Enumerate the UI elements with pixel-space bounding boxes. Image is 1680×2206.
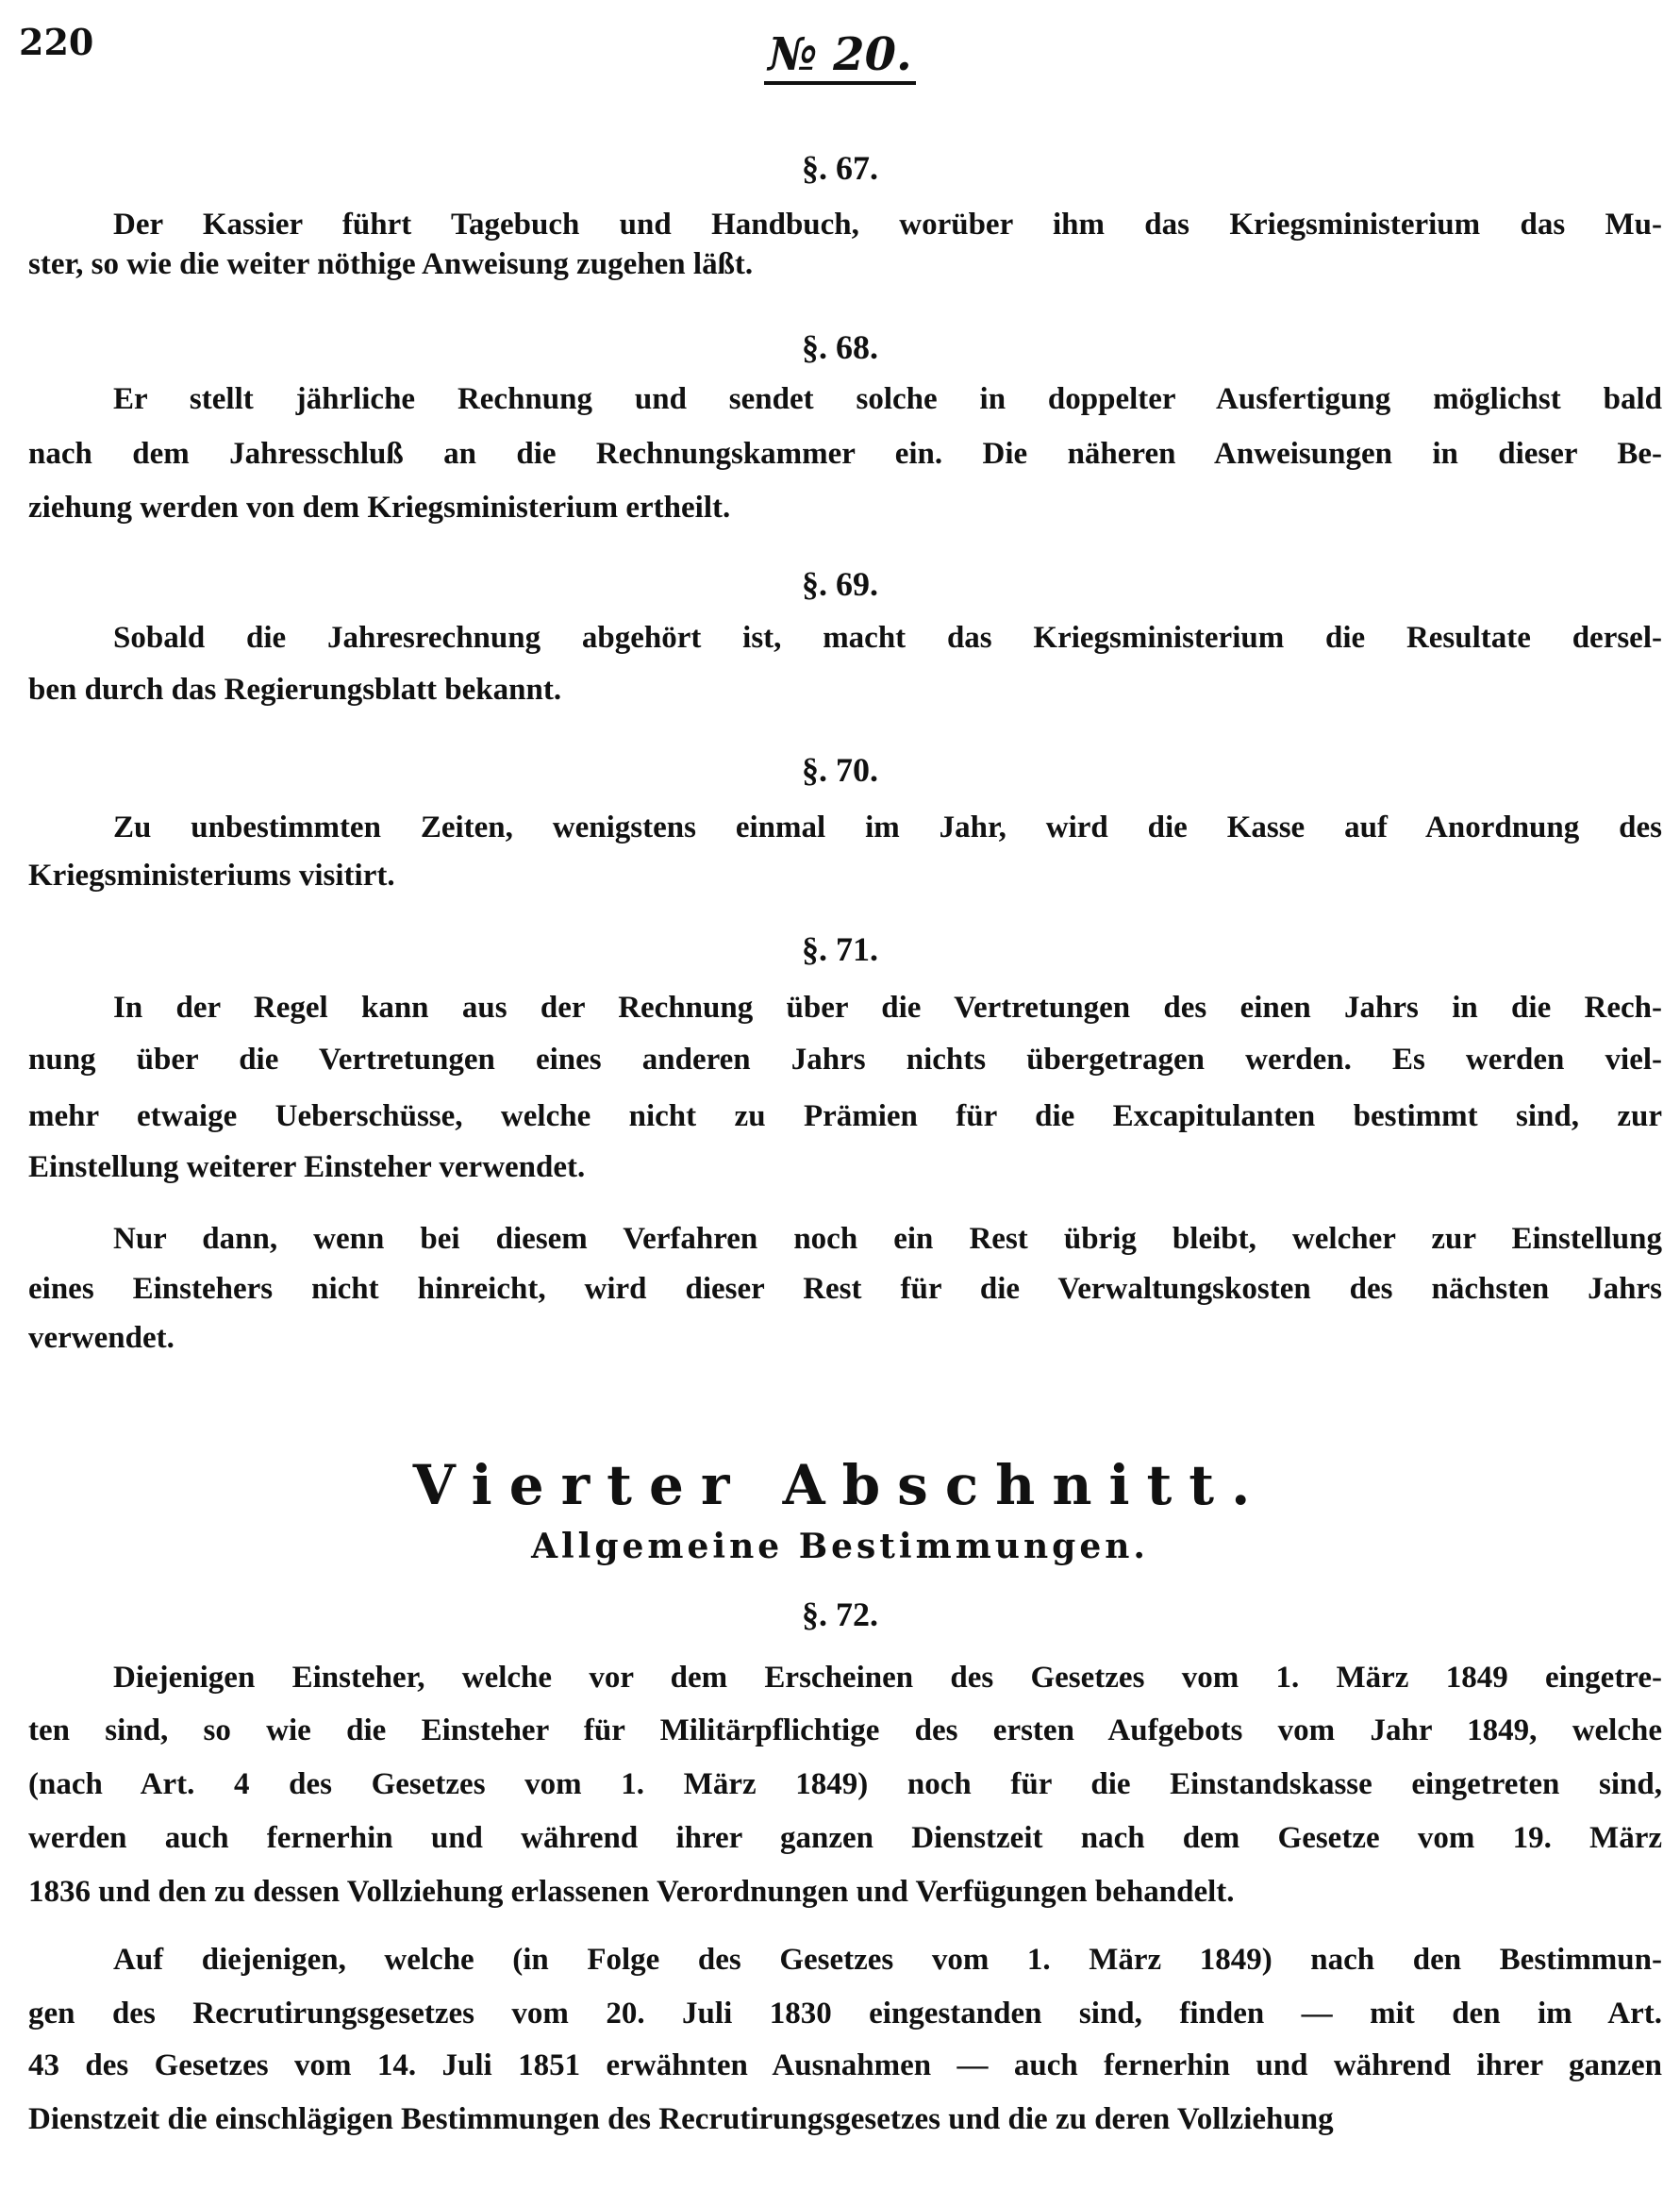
text-line: Nur dann, wenn bei diesem Verfahren noch ein Rest übrig bleibt, welcher zur Einstellung (113, 1222, 1662, 1256)
text-line: 1836 und den zu dessen Vollziehung erlassenen Verordnungen und Verfügungen behandelt. (28, 1875, 1235, 1909)
text-line: Einstellung weiterer Einsteher verwendet. (28, 1150, 586, 1184)
text-line: Diejenigen Einsteher, welche vor dem Erscheinen des Gesetzes vom 1. März 1849 eingetre- (113, 1661, 1662, 1695)
text-line: nung über die Vertretungen eines anderen Jahrs nichts übergetragen werden. Es werden viel- (28, 1043, 1662, 1077)
text-line: Auf diejenigen, welche (in Folge des Gesetzes vom 1. März 1849) nach den Bestimmun- (113, 1943, 1662, 1977)
section-heading: §. 67. (802, 149, 878, 187)
text-line: mehr etwaige Ueberschüsse, welche nicht zu Prämien für die Excapitulanten bestimmt sind, zur (28, 1099, 1662, 1133)
text-line: eines Einstehers nicht hinreicht, wird dieser Rest für die Verwaltungskosten des nächsten Jahrs (28, 1272, 1662, 1306)
section-heading: §. 72. (802, 1596, 878, 1633)
text-line: Er stellt jährliche Rechnung und sendet solche in doppelter Ausfertigung möglichst bald (113, 382, 1662, 416)
text-line: (nach Art. 4 des Gesetzes vom 1. März 1849) noch für die Einstandskasse eingetreten sind, (28, 1767, 1662, 1801)
section-heading: §. 70. (802, 751, 878, 789)
text-line: 43 des Gesetzes vom 14. Juli 1851 erwähnten Ausnahmen — auch fernerhin und während ihrer ganzen (28, 2048, 1662, 2082)
text-line: ziehung werden von dem Kriegsministerium ertheilt. (28, 491, 731, 525)
text-line: Kriegsministeriums visitirt. (28, 859, 395, 893)
text-line: ben durch das Regierungsblatt bekannt. (28, 673, 562, 707)
section-heading: §. 69. (802, 565, 878, 603)
section-heading: §. 68. (802, 328, 878, 366)
issue-number-text: № 20. (764, 28, 915, 85)
text-line: gen des Recrutirungsgesetzes vom 20. Juli 1830 eingestanden sind, finden — mit den im Art. (28, 1997, 1662, 2031)
text-line: ster, so wie die weiter nöthige Anweisung zugehen läßt. (28, 247, 754, 281)
text-line: werden auch fernerhin und während ihrer ganzen Dienstzeit nach dem Gesetze vom 19. März (28, 1821, 1662, 1855)
text-line: Der Kassier führt Tagebuch und Handbuch, worüber ihm das Kriegsministerium das Mu- (113, 208, 1662, 242)
text-line: Sobald die Jahresrechnung abgehört ist, macht das Kriegsministerium die Resultate dersel- (113, 621, 1662, 655)
text-line: Dienstzeit die einschlägigen Bestimmungen des Recrutirungsgesetzes und die zu deren Vollziehung (28, 2102, 1334, 2136)
issue-number (0, 28, 1680, 81)
text-line: nach dem Jahresschluß an die Rechnungskammer ein. Die näheren Anweisungen in dieser Be- (28, 437, 1662, 471)
chapter-subtitle: Allgemeine Bestimmungen. (531, 1527, 1149, 1566)
page-number: 220 (19, 21, 94, 63)
text-line: ten sind, so wie die Einsteher für Militärpflichtige des ersten Aufgebots vom Jahr 1849, welche (28, 1713, 1662, 1747)
text-line: Zu unbestimmten Zeiten, wenigstens einmal im Jahr, wird die Kasse auf Anordnung des (113, 811, 1662, 844)
chapter-title: Vierter Abschnitt. (412, 1453, 1268, 1517)
text-line: In der Regel kann aus der Rechnung über die Vertretungen des einen Jahrs in die Rech- (113, 991, 1662, 1025)
section-heading: §. 71. (802, 930, 878, 968)
text-line: verwendet. (28, 1321, 175, 1355)
